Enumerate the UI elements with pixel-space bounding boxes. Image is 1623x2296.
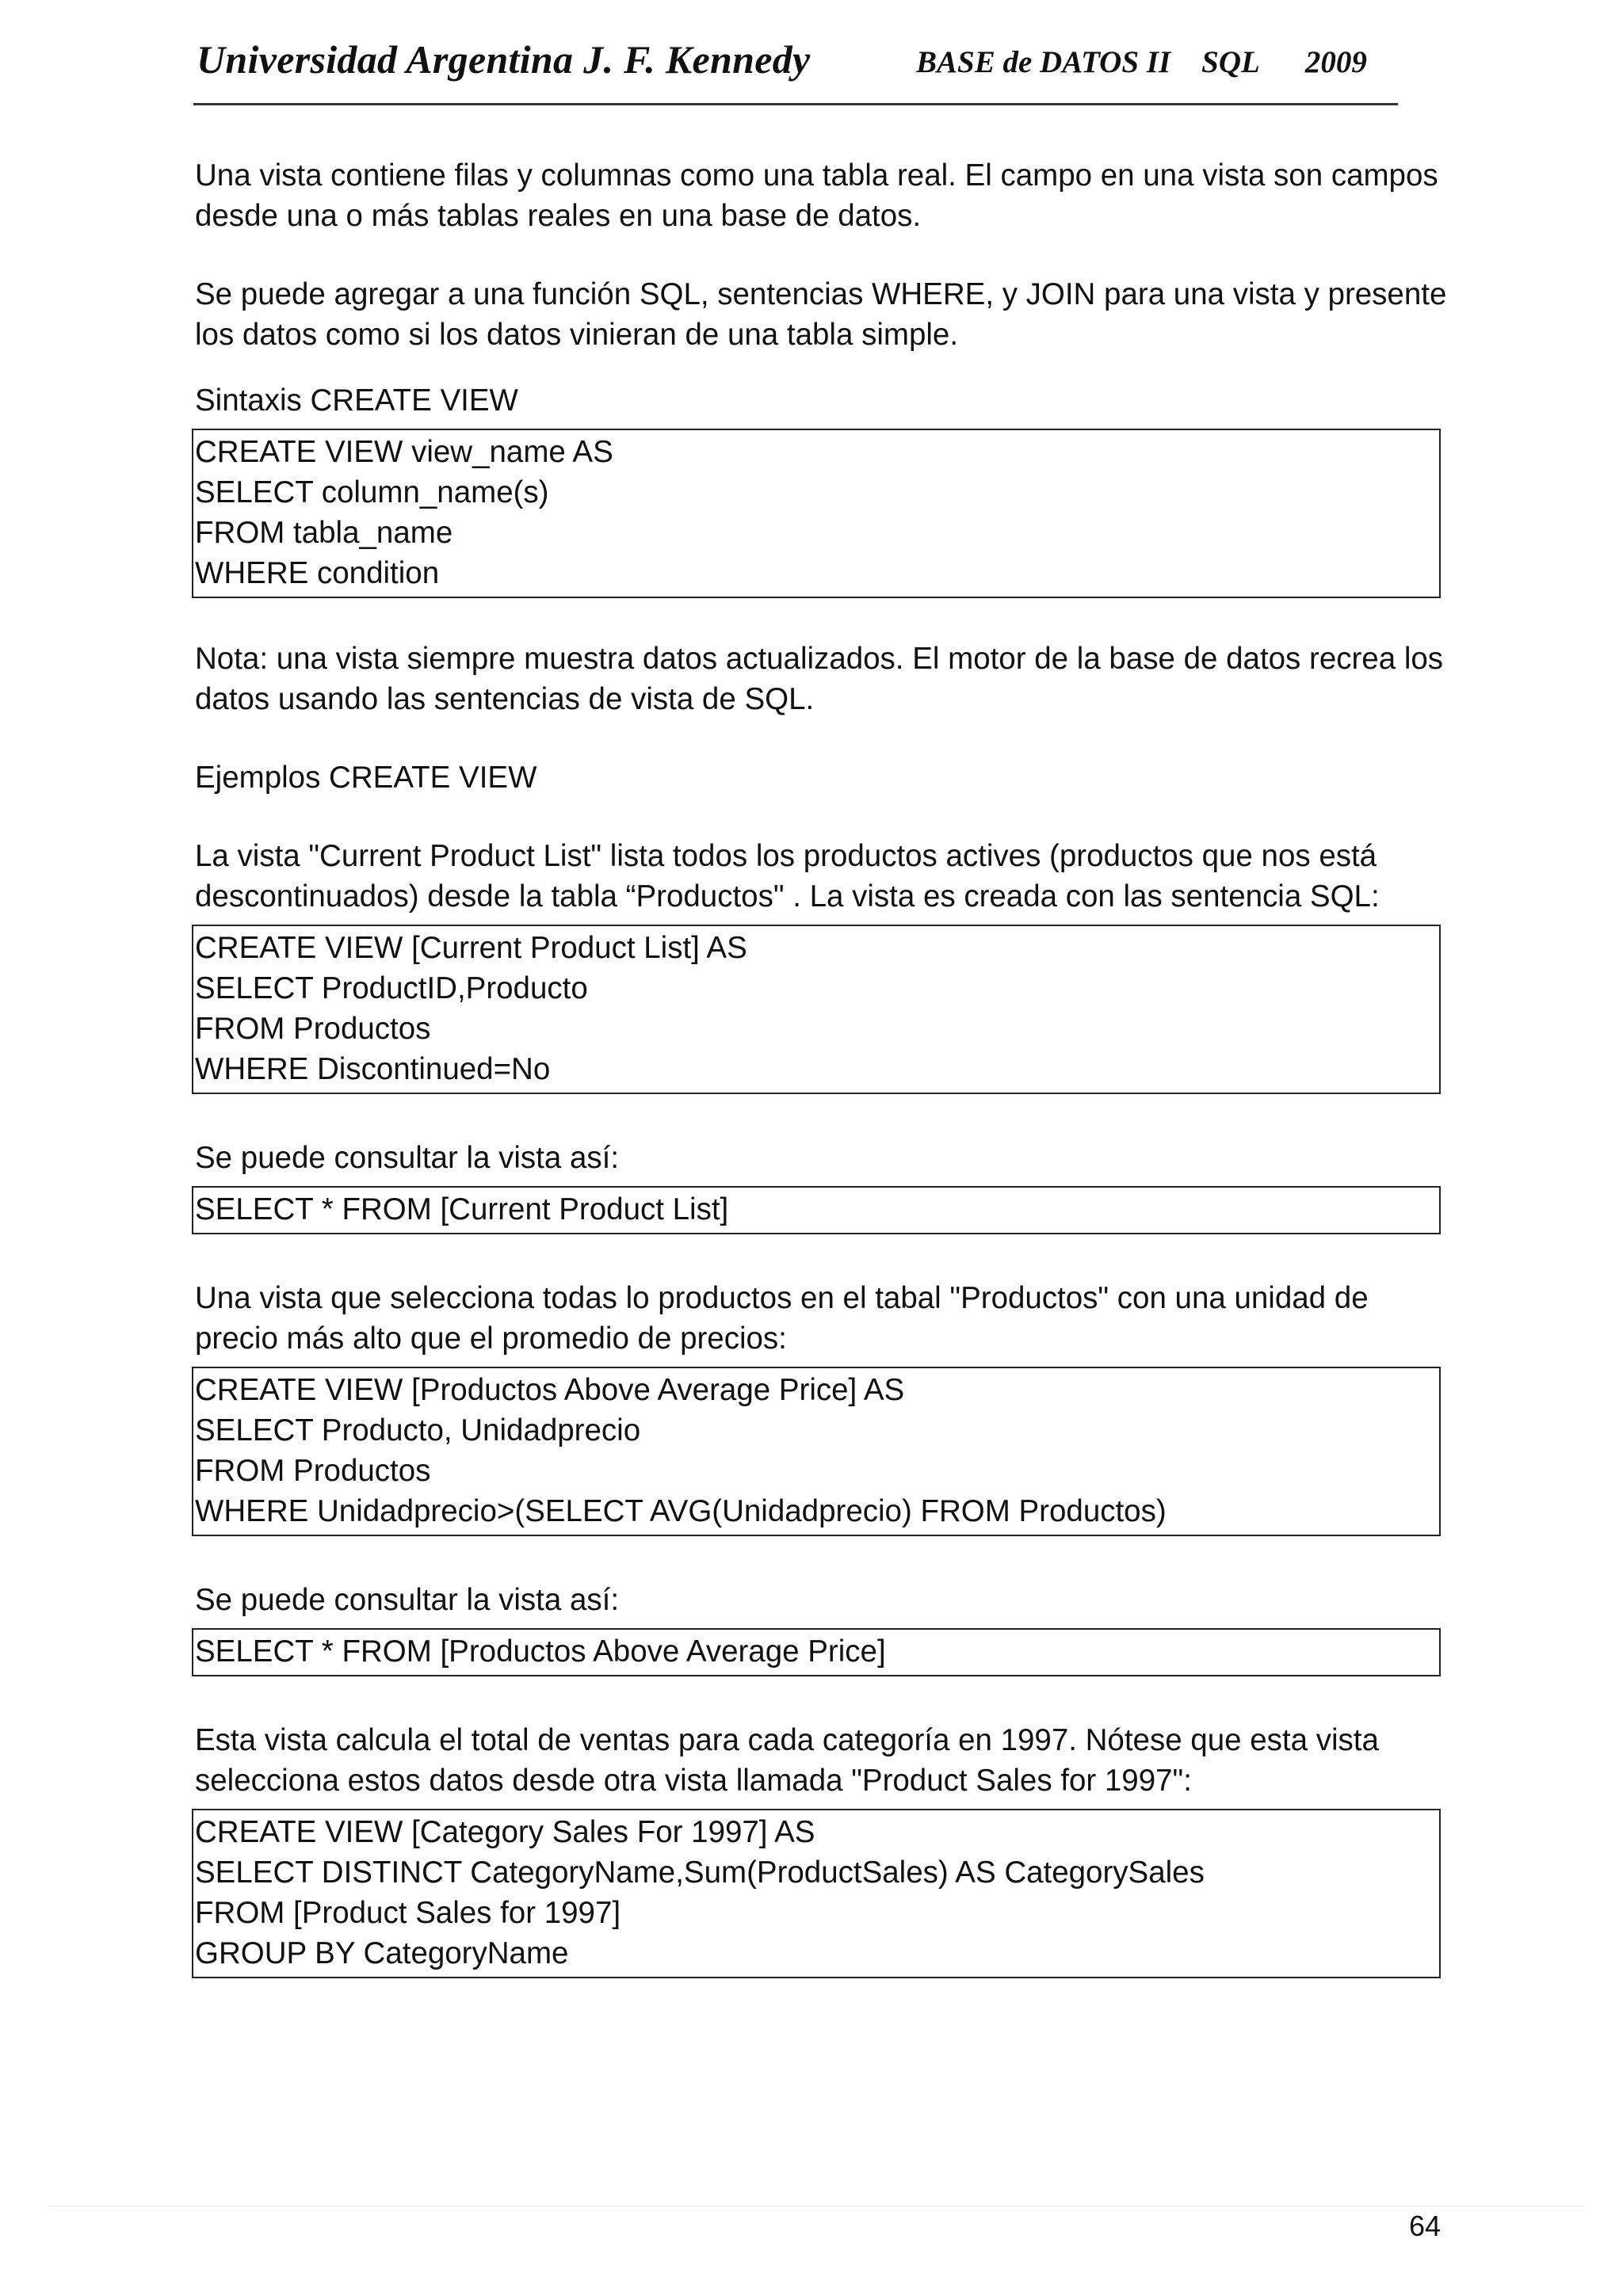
page-number: 64 [1409,2210,1442,2242]
syntax-code-box [192,429,1441,598]
intro-paragraph-1: Una vista contiene filas y columnas como una tabla real. El campo en una vista son campos desde una o más tablas reales en una base de datos. [195,158,1438,233]
query-instruction-2: Se puede consultar la vista así: [195,1583,620,1617]
code-line: SELECT ProductID,Producto [195,971,588,1005]
code-line: WHERE Unidadprecio>(SELECT AVG(Unidadprecio) FROM Productos) [195,1494,1167,1528]
query1-code-box [192,1186,1441,1234]
code-line: FROM Productos [195,1454,431,1488]
example1-code-box [192,925,1441,1094]
example3-code-box [192,1809,1441,1978]
course-title: BASE de DATOS II SQL 2009 [916,45,1367,79]
code-line: SELECT * FROM [Current Product List] [195,1192,729,1226]
code-line: FROM tabla_name [195,516,453,550]
code-line: SELECT DISTINCT CategoryName,Sum(ProductSales) AS CategorySales [195,1855,1205,1890]
code-line: CREATE VIEW [Category Sales For 1997] AS [195,1815,815,1849]
page-header [193,32,1398,105]
query2-code-box [192,1628,1441,1676]
code-line: SELECT column_name(s) [195,475,549,509]
code-line: SELECT Producto, Unidadprecio [195,1413,641,1447]
example3-description: Esta vista calcula el total de ventas para cada categoría en 1997. Nótese que esta vista selecciona estos datos desde otra vista llamada "Product Sales for 1997": [195,1723,1379,1798]
code-line: CREATE VIEW [Productos Above Average Price] AS [195,1373,905,1407]
university-name: Universidad Argentina J. F. Kennedy [197,37,811,82]
example2-description: Una vista que selecciona todas lo productos en el tabal "Productos" con una unidad de precio más alto que el promedio de precios: [195,1281,1369,1356]
example2-code-box [192,1367,1441,1536]
query-instruction-1: Se puede consultar la vista así: [195,1141,620,1175]
code-line: SELECT * FROM [Productos Above Average Price] [195,1634,886,1669]
examples-heading: Ejemplos CREATE VIEW [195,761,537,795]
code-line: GROUP BY CategoryName [195,1936,569,1970]
syntax-heading: Sintaxis CREATE VIEW [195,383,518,418]
example1-description: La vista "Current Product List" lista todos los productos actives (productos que nos está descontinuados) desde la tabla “Productos" . La vista es creada con las sentencia SQL: [195,839,1380,913]
code-line: WHERE Discontinued=No [195,1052,551,1086]
page-content [195,155,1447,1978]
code-line: FROM [Product Sales for 1997] [195,1896,621,1930]
intro-paragraph-2: Se puede agregar a una función SQL, sentencias WHERE, y JOIN para una vista y presente los datos como si los datos vinieran de una tabla simple. [195,277,1447,352]
code-line: CREATE VIEW view_name AS [195,435,613,469]
code-line: WHERE condition [195,556,440,590]
note-paragraph: Nota: una vista siempre muestra datos actualizados. El motor de la base de datos recrea los datos usando las sentencias de vista de SQL. [195,642,1444,716]
code-line: CREATE VIEW [Current Product List] AS [195,931,747,965]
code-line: FROM Productos [195,1012,431,1046]
